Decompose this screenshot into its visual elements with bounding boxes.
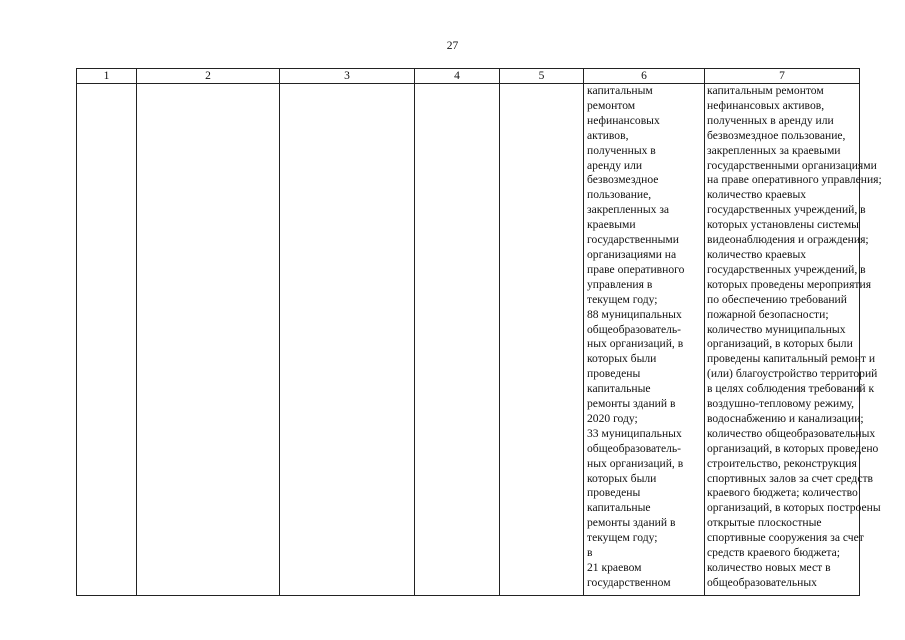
- column-number-row: [77, 69, 860, 84]
- cell-col-2: [137, 84, 280, 596]
- column-header-3: 3: [280, 69, 415, 84]
- cell-col-7-text: капитальным ремонтом нефинансовых активов, полученных в аренду или безвозмездное пользование, закрепленных за краевыми государственными организациями на праве оперативного управления; количество краевых государственных учреждений, в которых установлены системы видеонаблюдения и ограждения; количество краевых государственных учреждений, в которых проведены мероприятия по обеспечению требований пожарной безопасности; количество муниципальных организаций, в которых были проведены капитальный ремонт и (или) благоустройство территорий в целях соблюдения требований к воздушно-тепловому режиму, водоснабжению и канализации; количество общеобразовательных организаций, в которых проведено строительство, реконструкция спортивных залов за счет средств краевого бюджета; количество организаций, в которых построены открытые плоскостные спортивные сооружения за счет средств краевого бюджета; количество новых мест в общеобразовательных: [707, 84, 882, 589]
- column-header-6: 6: [584, 69, 705, 84]
- cell-col-5: [500, 84, 584, 596]
- cell-col-1: [77, 84, 137, 596]
- column-header-4: 4: [415, 69, 500, 84]
- column-header-7: 7: [705, 69, 860, 84]
- document-table: [76, 68, 882, 596]
- column-header-1: 1: [77, 69, 137, 84]
- column-header-5: 5: [500, 69, 584, 84]
- cell-col-7: [705, 84, 882, 596]
- cell-col-6-text: капитальным ремонтом нефинансовых активов, полученных в аренду или безвозмездное пользование, закрепленных за краевыми государственными организациями на праве оперативного управления в текущем году; 88 муниципальных общеобразователь- ных организаций, в которых были проведены капитальные ремонты зданий в 2020 году; 33 муниципальных общеобразователь- ных организаций, в которых были проведены капитальные ремонты зданий в текущем году; в 21 краевом государственном: [587, 84, 685, 589]
- table-row: [77, 84, 860, 596]
- cell-col-4: [415, 84, 500, 596]
- cell-col-3: [280, 84, 415, 596]
- cell-col-6: [584, 84, 705, 596]
- page-number: 27: [446, 40, 459, 52]
- column-header-2: 2: [137, 69, 280, 84]
